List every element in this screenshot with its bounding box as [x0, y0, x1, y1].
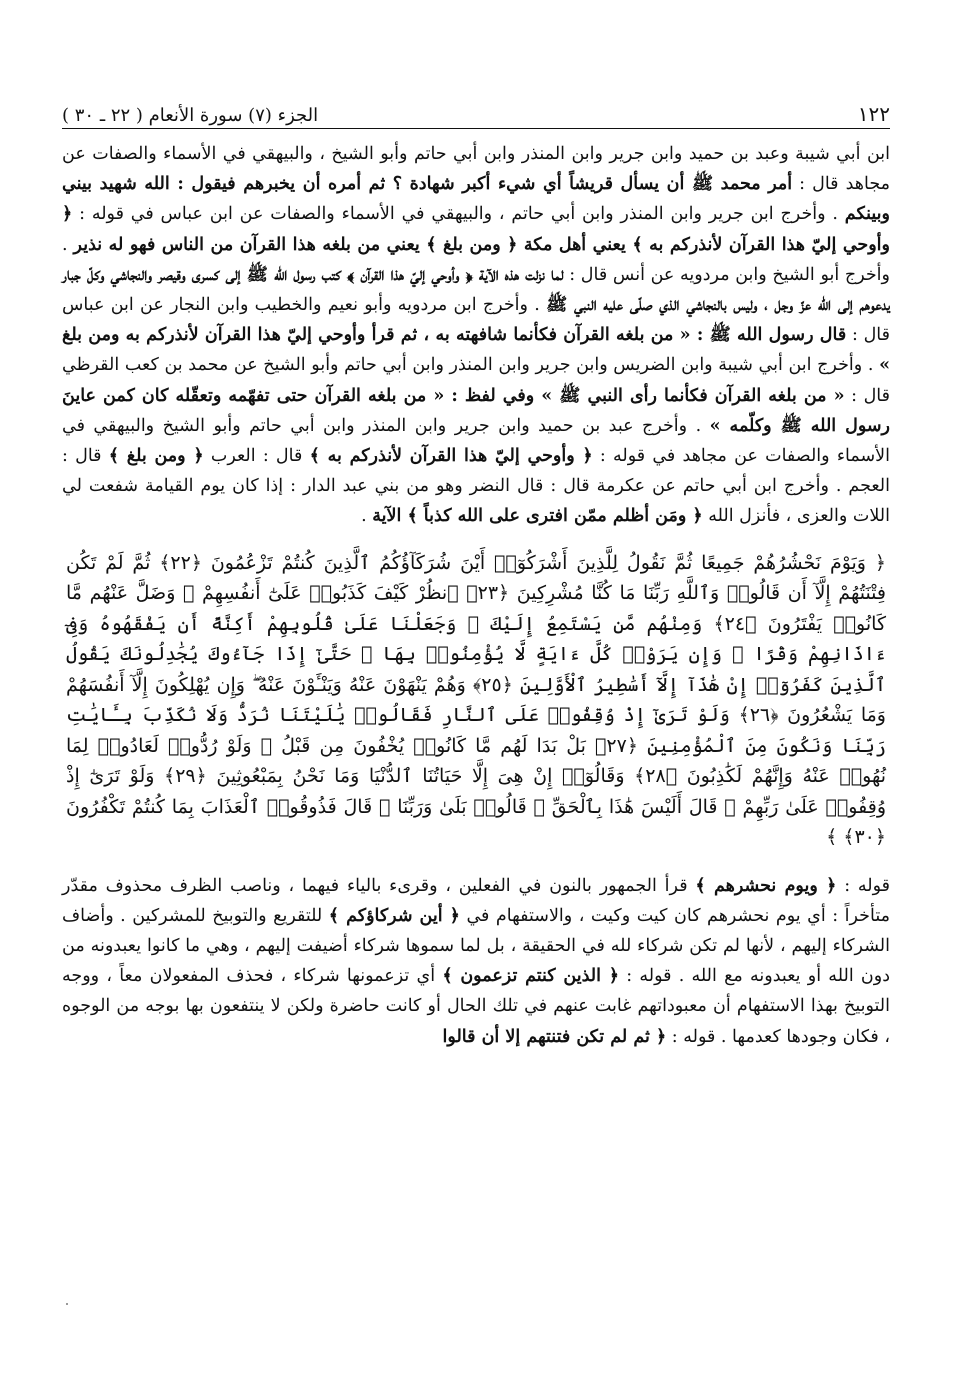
- page-number: ١٢٢: [857, 102, 890, 126]
- emphasized-text: أمر محمد ﷺ أن يسأل قريشاً أي شيء أكبر شهادة ؟ ثم أمره أن يخبرهم فيقول : الله شهيد بيني وبينكم: [62, 174, 890, 225]
- emphasized-text: لما نزلت هذه الآية ﴿ وأوحي إليّ هذا القرآن ﴾ كتب رسول الله ﷺ إلى كسرى وقيصر والنجاشي وكلّ جبار يدعوهم إلى الله عزّ وجل ، وليس بالنجاشي الذي صلّى عليه النبي ﷺ: [62, 264, 890, 316]
- paragraph-1: [62, 139, 890, 532]
- emphasized-text: ﴿ ومن بلغ ﴾: [108, 446, 204, 467]
- text-run: . وأخرج ابن جرير وابن المنذر وابن أبي حاتم ، والبيهقي في الأسماء والصفات عن ابن عباس في قوله :: [72, 204, 845, 225]
- text-run: قال : العرب: [203, 446, 310, 467]
- paragraph-2: [62, 871, 890, 1052]
- emphasized-text: ﴿ وأوحي إليّ هذا القرآن لأنذركم به ﴾: [309, 446, 593, 467]
- text-run: ابن أبي شيبة وعبد بن حميد وابن جرير وابن المنذر وابن أبي حاتم وأبو الشيخ ، والبيهقي في الأسماء والصفات عن مجاهد قال :: [62, 144, 890, 195]
- tafsir-paragraph: [62, 871, 890, 1052]
- emphasized-text: ﴿ الذين كنتم تزعمون ﴾: [442, 966, 619, 987]
- scan-dot: [66, 1303, 68, 1305]
- text-run: . وأخرج ابن مردويه وأبو نعيم والخطيب وابن النجار عن ابن عباس قال :: [62, 295, 891, 346]
- emphasized-text: ﴿ ومَن أظلم ممّن افترى على الله كذباً ﴾ الآية: [372, 506, 703, 527]
- text-run: . وأخرج عبد بن حميد وابن جرير وابن المنذر وابن أبي حاتم وأبو الشيخ والبيهقي في الأسماء والصفات عن مجاهد في قوله :: [62, 415, 890, 467]
- text-run: قال : العجم . وأخرج ابن أبي حاتم عن عكرمة قال : قال النضر وهو من بني عبد الدار : إذا كان يوم القيامة شفعت لي اللات والعزى ، فأنزل الله: [62, 446, 890, 527]
- text-run: للتقريع والتوبيخ للمشركين . وأضاف الشركاء إليهم ، لأنها لم تكن شركاء لله في الحقيقة ، بل لما سموها شركاء أضيفت إليهم ، وهي ما كانوا يعبدونه من دون الله أو يعبدونه مع الله . قوله :: [62, 905, 891, 987]
- emphasized-text: « من بلغه القرآن فكأنما رأى النبي ﷺ » وفي لفظ : « من بلغه القرآن حتى تفهّمه وتعقّله كان كمن عاينَ رسول الله ﷺ وكلّمه »: [62, 385, 891, 436]
- book-page: [62, 90, 890, 1052]
- page-header: [62, 90, 890, 129]
- text-run: . وأخرج أبو الشيخ وابن مردويه عن أنس قال :: [62, 234, 890, 285]
- hadith-paragraph: [62, 139, 890, 532]
- quran-verses-22-30: ﴿ وَيَوْمَ نَحْشُرُهُمْ جَمِيعًا ثُمَّ نَقُولُ لِلَّذِينَ أَشْرَكُوٓا۟ أَيْنَ شُرَكَآؤُكُمُ ٱلَّذِينَ كُنتُمْ تَزْعُمُونَ ﴿٢٢﴾ ثُمَّ لَمْ تَكُن فِتْنَتُهُمْ إِلَّآ أَن قَالُوا۟ وَٱللَّهِ رَبِّنَا مَا كُنَّا مُشْرِكِينَ ﴿٢٣﴾ ٱنظُرْ كَيْفَ كَذَبُوا۟ عَلَىٰٓ أَنفُسِهِمْ ۚ وَضَلَّ عَنْهُم مَّا كَانُوا۟ يَفْتَرُونَ ﴿٢٤﴾ وَمِنْهُم مَّن يَسْتَمِعُ إِلَيْكَ ۖ وَجَعَلْنَا عَلَىٰ قُلُوبِهِمْ أَكِنَّةً أَن يَفْقَهُوهُ وَفِىٓ ءَاذَانِهِمْ وَقْرًا ۚ وَإِن يَرَوْا۟ كُلَّ ءَايَةٍ لَّا يُؤْمِنُوا۟ بِهَا ۚ حَتَّىٰٓ إِذَا جَآءُوكَ يُجَٰدِلُونَكَ يَقُولُ ٱلَّذِينَ كَفَرُوٓا۟ إِنْ هَٰذَآ إِلَّآ أَسَٰطِيرُ ٱلْأَوَّلِينَ ﴿٢٥﴾ وَهُمْ يَنْهَوْنَ عَنْهُ وَيَنْـَٔوْنَ عَنْهُ ۖ وَإِن يُهْلِكُونَ إِلَّآ أَنفُسَهُمْ وَمَا يَشْعُرُونَ ﴿٢٦﴾ وَلَوْ تَرَىٰٓ إِذْ وُقِفُوا۟ عَلَى ٱلنَّارِ فَقَالُوا۟ يَٰلَيْتَنَا نُرَدُّ وَلَا نُكَذِّبَ بِـَٔايَٰتِ رَبِّنَا وَنَكُونَ مِنَ ٱلْمُؤْمِنِينَ ﴿٢٧﴾ بَلْ بَدَا لَهُم مَّا كَانُوا۟ يُخْفُونَ مِن قَبْلُ ۖ وَلَوْ رُدُّوا۟ لَعَادُوا۟ لِمَا نُهُوا۟ عَنْهُ وَإِنَّهُمْ لَكَٰذِبُونَ ﴿٢٨﴾ وَقَالُوٓا۟ إِنْ هِىَ إِلَّا حَيَاتُنَا ٱلدُّنْيَا وَمَا نَحْنُ بِمَبْعُوثِينَ ﴿٢٩﴾ وَلَوْ تَرَىٰٓ إِذْ وُقِفُوا۟ عَلَىٰ رَبِّهِمْ ۚ قَالَ أَلَيْسَ هَٰذَا بِٱلْحَقِّ ۚ قَالُوا۟ بَلَىٰ وَرَبِّنَا ۚ قَالَ فَذُوقُوا۟ ٱلْعَذَابَ بِمَا كُنتُمْ تَكْفُرُونَ ﴿٣٠﴾ ﴾: [66, 551, 886, 849]
- emphasized-text: قال رسول الله ﷺ : « من بلغه القرآن فكأنما شافهته به ، ثم قرأ وأوحي إليّ هذا القرآن لأنذركم به ومن بلغ »: [62, 325, 890, 376]
- text-run: .: [361, 506, 373, 527]
- text-run: قرأ الجمهور بالنون في الفعلين ، وقرىء بالياء فيهما ، وناصب الظرف محذوف مقدّر متأخراً : أي يوم نحشرهم كان كيت وكيت ، والاستفهام في: [62, 875, 890, 926]
- text-run: . وأخرج ابن أبي شيبة وابن الضريس وابن جرير وابن المنذر وابن أبي حاتم وأبو الشيخ عن محمد بن كعب القرظي قال :: [62, 355, 890, 406]
- emphasized-text: ﴿ ويوم نحشرهم ﴾: [695, 875, 837, 896]
- emphasized-text: ﴿ أين شركاؤكم ﴾: [328, 905, 460, 926]
- text-run: قوله :: [836, 875, 891, 896]
- text-run: أي تزعمونها شركاء ، فحذف المفعولان معاً ، ووجه التوبيخ بهذا الاستفهام أن معبوداتهم غابت عنهم في تلك الحال أو كانت حاضرة ولكن لا ينتفعون بها بوجه من الوجوه ، فكان وجودها كعدمها . قوله :: [62, 966, 890, 1047]
- running-title: الجزء (٧) سورة الأنعام ( ٢٢ ـ ٣٠ ): [62, 105, 319, 126]
- emphasized-text: ﴿ ثم لم تكن فتنتهم إلا أن قالوا: [442, 1026, 667, 1047]
- emphasized-text: ﴿ وأوحي إليّ هذا القرآن لأنذركم به ﴾ يعني أهل مكة ﴿ ومن بلغ ﴾ يعني من بلغه هذا القرآن من الناس فهو له نذير: [62, 204, 890, 255]
